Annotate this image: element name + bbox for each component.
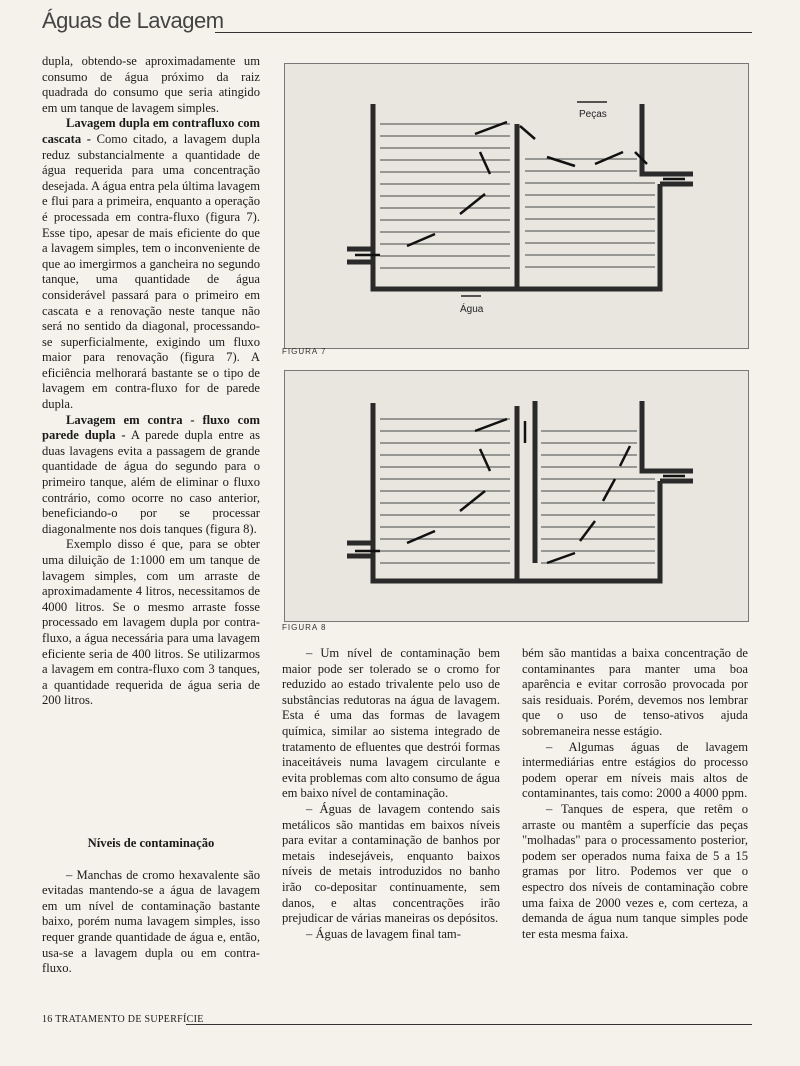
runin-heading: Lavagem dupla em contrafluxo com cascata - bbox=[42, 116, 260, 146]
section-heading: Níveis de contaminação bbox=[87, 836, 215, 850]
agua-label: Água bbox=[460, 304, 484, 315]
figure-8-caption: FIGURA 8 bbox=[282, 623, 327, 632]
figure-7-caption: FIGURA 7 bbox=[282, 347, 327, 356]
paragraph: – Manchas de cromo hexavalente são evitadas mantendo-se a água de lavagem em um nível de contaminação bastante baixo, porém numa lavagem simples, isso requer grande quantidade de água e, então, usa-se a lavagem dupla ou em contra-fluxo. bbox=[42, 867, 260, 976]
paragraph: – Águas de lavagem final tam- bbox=[306, 926, 461, 941]
section-niveis bbox=[42, 836, 260, 977]
paragraph: – Algumas águas de lavagem intermediárias entre estágios do processo podem operar em níveis mais altos de contaminantes, tais como: 2000 a 4000 ppm. bbox=[522, 739, 748, 801]
header-rule bbox=[215, 32, 752, 33]
paragraph: bém são mantidas a baixa concentração de contaminantes para manter uma boa aparência e evitar corrosão provocada por sais residuais. Porém, devemos nos lembrar que o uso de tenso-ativos ajuda sobremaneira nesse estágio. bbox=[522, 646, 748, 738]
column-3 bbox=[522, 646, 748, 942]
paragraph-cascata bbox=[42, 116, 260, 412]
pecas-label: Peças bbox=[579, 109, 607, 120]
paragraph-text: Como citado, a lavagem dupla reduz substancialmente a quantidade de água requerida para uma concentração desejada. A água entra pela última lavagem e flui para a primeira, enquanto a operação é processada em contra-fluxo (figura 7). Esse tipo, apesar de mais eficiente do que a lavagem simples, tem o inconveniente de que ao imergirmos a gancheira no segundo tanque, uma quantidade de água considerável passará para o primeiro em cascata e a renovação neste tanque não será no sentido da diagonal, processando-se superficialmente, exigindo um fluxo maior para renovação (figura 7). A eficiência melhorará bastante se o tipo de lavagem em contra-fluxo for de parede dupla. bbox=[42, 131, 260, 412]
paragraph: – Tanques de espera, que retêm o arraste ou mantêm a superfície das peças "molhadas" para o processamento posterior, podem ser operados numa faixa de 5 a 15 gramas por litro. Podemos ver que o espectro dos níveis de contaminação cobre uma faixa de 2000 vezes e, com certeza, a demanda de água num tanque simples pode ter esta mesma faixa. bbox=[522, 801, 748, 941]
figure-7-diagram bbox=[284, 63, 749, 349]
paragraph: – Um nível de contaminação bem maior pode ser tolerado se o cromo for reduzido ao estado trivalente pelo uso de substâncias redutoras na água de lavagem. Esta é uma das formas de lavagem química, similar ao sistema integrado de tratamento de efluentes que destrói formas inaceitáveis numa lavagem circulante e evita problemas com alto consumo de água em baixo nível de contaminação. bbox=[282, 646, 500, 801]
paragraph-exemplo: Exemplo disso é que, para se obter uma diluição de 1:1000 em um tanque de lavagem simples, com um arraste de aproximadamente 4 litros, necessitamos de 4000 litros. Se o mesmo arraste fosse processado em lavagem dupla por contra-fluxo, a água necessária para uma lavagem eficiente seria de 400 litros. Se utilizarmos a lavagem em contra-fluxo com 3 tanques, a quantidade requerida de água seria de 200 litros. bbox=[42, 537, 260, 708]
runin-heading: Lavagem em contra - fluxo com parede dupla - bbox=[42, 412, 260, 443]
column-2 bbox=[282, 646, 500, 942]
footer-rule bbox=[186, 1024, 752, 1025]
figure-8-diagram bbox=[284, 370, 749, 622]
paragraph: dupla, obtendo-se aproximadamente um consumo de água próximo da raiz quadrada do consumo que seria atingido em um tanque de lavagem simples. bbox=[42, 54, 260, 115]
running-header-title: Águas de Lavagem bbox=[42, 8, 224, 33]
paragraph-parede-dupla bbox=[42, 413, 260, 538]
page-footer: 16 TRATAMENTO DE SUPERFÍCIE bbox=[42, 1014, 204, 1025]
paragraph-text: A parede dupla entre as duas lavagens evita a passagem de grande quantidade de água do segundo para o primeiro tanque, além de eliminar o fluxo contrário, como ocorre no caso anterior, beneficiando-o por se processar diagonalmente nos dois tanques (figura 8). bbox=[42, 428, 260, 536]
paragraph: – Águas de lavagem contendo sais metálicos são mantidas em baixos níveis para evitar a contaminação de banhos por metais indesejáveis, enquanto baixos níveis de metais introduzidos no banho irão co-depositar continuamente, sem danos, e altas concentrações irão prejudicar de várias maneiras os depósitos. bbox=[282, 801, 500, 926]
column-1 bbox=[42, 54, 260, 709]
